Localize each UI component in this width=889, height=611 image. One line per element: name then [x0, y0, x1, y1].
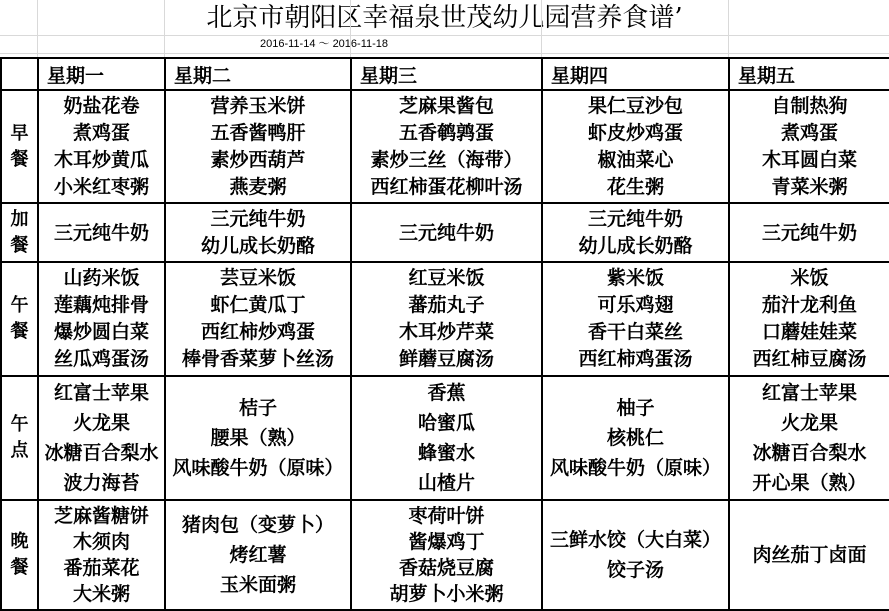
grid-line [37, 0, 38, 57]
header-row [1, 58, 889, 90]
menu-item: 五香酱鸭肝 [210, 121, 306, 144]
menu-item: 三元纯牛奶 [210, 207, 306, 230]
menu-item: 三元纯牛奶 [587, 207, 683, 230]
menu-item: 木须肉 [72, 531, 130, 553]
page-title: 北京市朝阳区幸福泉世茂幼儿园营养食谱’ [206, 3, 683, 33]
menu-item: 番茄菜花 [63, 557, 140, 579]
menu-item: 西红柿鸡蛋汤 [578, 348, 693, 370]
menu-cell [351, 376, 542, 500]
meal-row [1, 376, 889, 500]
menu-item: 香菇烧豆腐 [398, 557, 494, 579]
menu-item: 三元纯牛奶 [761, 221, 857, 244]
menu-item: 木耳炒芹菜 [398, 321, 494, 343]
menu-cell [165, 203, 351, 262]
grid-line [0, 35, 889, 36]
corner-cell [1, 58, 38, 90]
menu-item: 火龙果 [72, 412, 130, 434]
day-header: 星期二 [165, 58, 351, 90]
menu-item: 核桃仁 [606, 427, 664, 449]
menu-item: 青菜米粥 [771, 175, 848, 198]
menu-item: 蕃茄丸子 [408, 294, 485, 316]
menu-item: 玉米面粥 [219, 574, 296, 596]
menu-cell [542, 90, 729, 203]
menu-item: 丝瓜鸡蛋汤 [53, 348, 149, 370]
menu-item: 木耳炒黄瓜 [53, 148, 149, 171]
menu-item: 风味酸牛奶（原味） [172, 457, 344, 479]
day-header: 星期一 [38, 58, 165, 90]
menu-item: 胡萝卜小米粥 [389, 583, 504, 605]
meal-row [1, 500, 889, 610]
menu-cell [165, 376, 351, 500]
menu-item: 燕麦粥 [229, 175, 287, 198]
menu-item: 酱爆鸡丁 [408, 531, 485, 553]
menu-item: 椒油菜心 [597, 148, 674, 171]
menu-item: 腰果（熟） [210, 427, 306, 449]
menu-cell [165, 90, 351, 203]
menu-item: 冰糖百合梨水 [44, 442, 159, 464]
menu-item: 奶盐花卷 [63, 94, 140, 117]
menu-cell [729, 203, 889, 262]
menu-cell [38, 500, 165, 610]
menu-item: 可乐鸡翅 [597, 294, 674, 316]
meal-name: 晚 餐 [1, 500, 38, 610]
grid-line [164, 0, 165, 57]
grid-line [728, 0, 729, 57]
menu-item: 鲜蘑豆腐汤 [398, 348, 494, 370]
date-range: 2016-11-14 ～ 2016-11-18 [260, 38, 389, 50]
meal-name: 午 餐 [1, 262, 38, 376]
menu-item: 营养玉米饼 [210, 94, 306, 117]
menu-item: 红富士苹果 [761, 382, 857, 404]
menu-cell [38, 90, 165, 203]
menu-item: 素炒三丝（海带） [370, 148, 523, 171]
menu-cell [38, 262, 165, 376]
menu-cell [165, 500, 351, 610]
menu-item: 棒骨香菜萝卜丝汤 [181, 348, 334, 370]
menu-item: 枣荷叶饼 [408, 505, 485, 527]
menu-item: 饺子汤 [606, 559, 664, 581]
menu-item: 山药米饭 [63, 267, 140, 289]
menu-item: 素炒西葫芦 [210, 148, 306, 171]
meal-row [1, 203, 889, 262]
grid-line [350, 0, 351, 57]
menu-item: 三元纯牛奶 [53, 221, 149, 244]
menu-item: 自制热狗 [771, 94, 848, 117]
menu-cell [165, 262, 351, 376]
menu-item: 蜂蜜水 [417, 442, 475, 464]
meal-row [1, 262, 889, 376]
menu-item: 煮鸡蛋 [780, 121, 838, 144]
menu-item: 小米红枣粥 [53, 175, 149, 198]
menu-cell [729, 376, 889, 500]
menu-cell [542, 203, 729, 262]
menu-cell [351, 262, 542, 376]
menu-item: 三鲜水饺（大白菜） [549, 529, 721, 551]
menu-item: 幼儿成长奶酪 [578, 234, 693, 257]
menu-cell [351, 203, 542, 262]
menu-table [0, 57, 889, 611]
menu-item: 开心果（熟） [752, 472, 867, 494]
grid-line [541, 0, 542, 57]
menu-item: 香蕉 [427, 382, 466, 404]
menu-item: 冰糖百合梨水 [752, 442, 867, 464]
menu-item: 柚子 [616, 397, 655, 419]
meal-row [1, 90, 889, 203]
menu-item: 五香鹌鹑蛋 [398, 121, 494, 144]
menu-item: 西红柿豆腐汤 [752, 348, 867, 370]
meal-name: 加餐 [1, 203, 38, 262]
menu-item: 猪肉包（变萝卜） [181, 514, 334, 536]
menu-item: 芝麻果酱包 [398, 94, 494, 117]
menu-item: 爆炒圆白菜 [53, 321, 149, 343]
menu-cell [38, 376, 165, 500]
menu-item: 木耳圆白菜 [761, 148, 857, 171]
menu-item: 山楂片 [417, 472, 475, 494]
menu-item: 紫米饭 [606, 267, 664, 289]
menu-item: 虾皮炒鸡蛋 [587, 121, 683, 144]
day-header: 星期五 [729, 58, 889, 90]
menu-item: 桔子 [238, 397, 277, 419]
menu-cell [542, 376, 729, 500]
grid-line [0, 53, 889, 54]
menu-item: 米饭 [790, 267, 829, 289]
menu-cell [729, 500, 889, 610]
menu-cell [542, 262, 729, 376]
menu-item: 茄汁龙利鱼 [761, 294, 857, 316]
menu-item: 红豆米饭 [408, 267, 485, 289]
menu-item: 哈蜜瓜 [417, 412, 475, 434]
menu-item: 风味酸牛奶（原味） [549, 457, 721, 479]
menu-item: 波力海苔 [63, 472, 140, 494]
menu-item: 果仁豆沙包 [587, 94, 683, 117]
menu-item: 红富士苹果 [53, 382, 149, 404]
day-header: 星期四 [542, 58, 729, 90]
menu-item: 烤红薯 [229, 544, 287, 566]
menu-item: 煮鸡蛋 [72, 121, 130, 144]
menu-cell [351, 500, 542, 610]
menu-item: 西红柿炒鸡蛋 [200, 321, 315, 343]
menu-item: 花生粥 [606, 175, 664, 198]
meal-name: 午点 [1, 376, 38, 500]
menu-item: 肉丝茄丁卤面 [752, 544, 867, 566]
menu-cell [351, 90, 542, 203]
menu-item: 西红柿蛋花柳叶汤 [370, 175, 523, 198]
menu-item: 幼儿成长奶酪 [200, 234, 315, 257]
menu-item: 莲藕炖排骨 [53, 294, 149, 316]
menu-item: 虾仁黄瓜丁 [210, 294, 306, 316]
menu-item: 火龙果 [780, 412, 838, 434]
menu-item: 大米粥 [72, 583, 130, 605]
menu-item: 香干白菜丝 [587, 321, 683, 343]
menu-item: 芝麻酱糖饼 [53, 505, 149, 527]
meal-name: 早 餐 [1, 90, 38, 203]
menu-cell [729, 262, 889, 376]
menu-item: 三元纯牛奶 [398, 221, 494, 244]
menu-cell [542, 500, 729, 610]
menu-cell [38, 203, 165, 262]
menu-item: 口蘑娃娃菜 [761, 321, 857, 343]
menu-cell [729, 90, 889, 203]
day-header: 星期三 [351, 58, 542, 90]
menu-item: 芸豆米饭 [219, 267, 296, 289]
